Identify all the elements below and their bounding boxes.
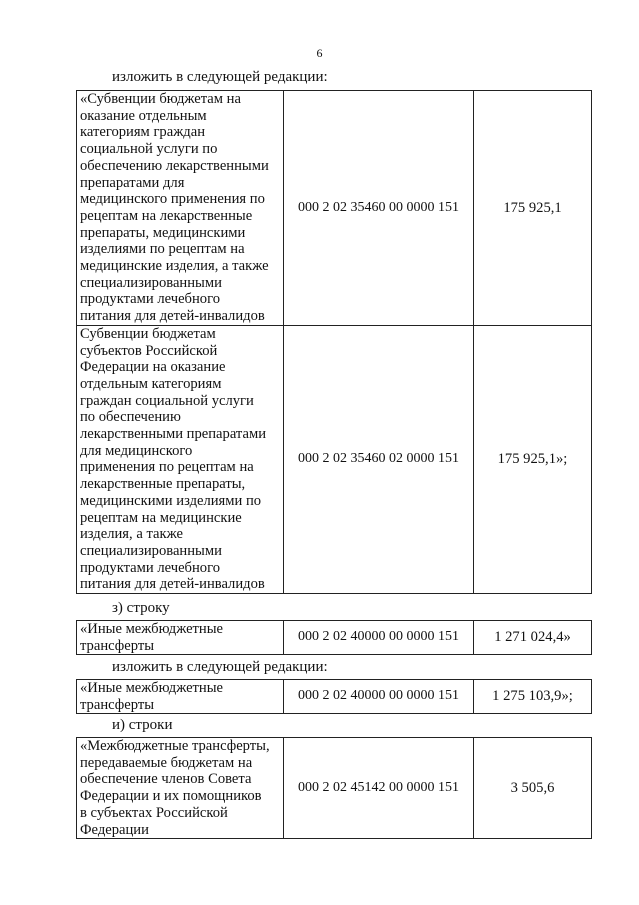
table-interbudget-transfers <box>76 737 592 839</box>
table-other-transfers-new <box>76 679 592 714</box>
intro-paragraph: изложить в следующей редакции: <box>112 69 328 85</box>
table-row <box>77 621 592 655</box>
row-name-cell: «Межбюджетные трансферты, передаваемые бюджетам на обеспечение членов Совета Федерации и их помощников в субъектах Российской Федерации <box>77 738 284 839</box>
page-number: 6 <box>316 46 323 60</box>
table-row <box>77 325 592 593</box>
row-code-cell: 000 2 02 40000 00 0000 151 <box>284 680 474 714</box>
row-value-cell: 3 505,6 <box>474 738 592 839</box>
row-code-cell: 000 2 02 35460 00 0000 151 <box>284 91 474 326</box>
row-name-cell: Субвенции бюджетам субъектов Российской Федерации на оказание отдельным категориям граждан социальной услуги по обеспечению лекарственными препаратами для медицинского применения по рецептам на лекарственные препараты, медицинскими изделиями по рецептам на медицинские изделия, а также специализированными продуктами лечебного питания для детей-инвалидов <box>77 325 284 593</box>
row-value-cell: 1 271 024,4» <box>474 621 592 655</box>
table-row <box>77 738 592 839</box>
table-subventions <box>76 90 592 594</box>
row-value-cell: 175 925,1 <box>474 91 592 326</box>
table-row <box>77 91 592 326</box>
row-value-cell: 175 925,1»; <box>474 325 592 593</box>
row-code-cell: 000 2 02 45142 00 0000 151 <box>284 738 474 839</box>
table-row <box>77 680 592 714</box>
redaction-paragraph: изложить в следующей редакции: <box>112 659 328 675</box>
row-name-cell: «Субвенции бюджетам на оказание отдельным категориям граждан социальной услуги по обеспечению лекарственными препаратами для медицинского применения по рецептам на лекарственные препараты, медицинскими изделиями по рецептам на медицинские изделия, а также специализированными продуктами лечебного питания для детей-инвалидов <box>77 91 284 326</box>
row-code-cell: 000 2 02 40000 00 0000 151 <box>284 621 474 655</box>
row-name-cell: «Иные межбюджетные трансферты <box>77 621 284 655</box>
row-code-cell: 000 2 02 35460 02 0000 151 <box>284 325 474 593</box>
row-value-cell: 1 275 103,9»; <box>474 680 592 714</box>
row-name-cell: «Иные межбюджетные трансферты <box>77 680 284 714</box>
section-z-paragraph: з) строку <box>112 600 170 616</box>
section-i-paragraph: и) строки <box>112 717 173 733</box>
table-other-transfers-old <box>76 620 592 655</box>
